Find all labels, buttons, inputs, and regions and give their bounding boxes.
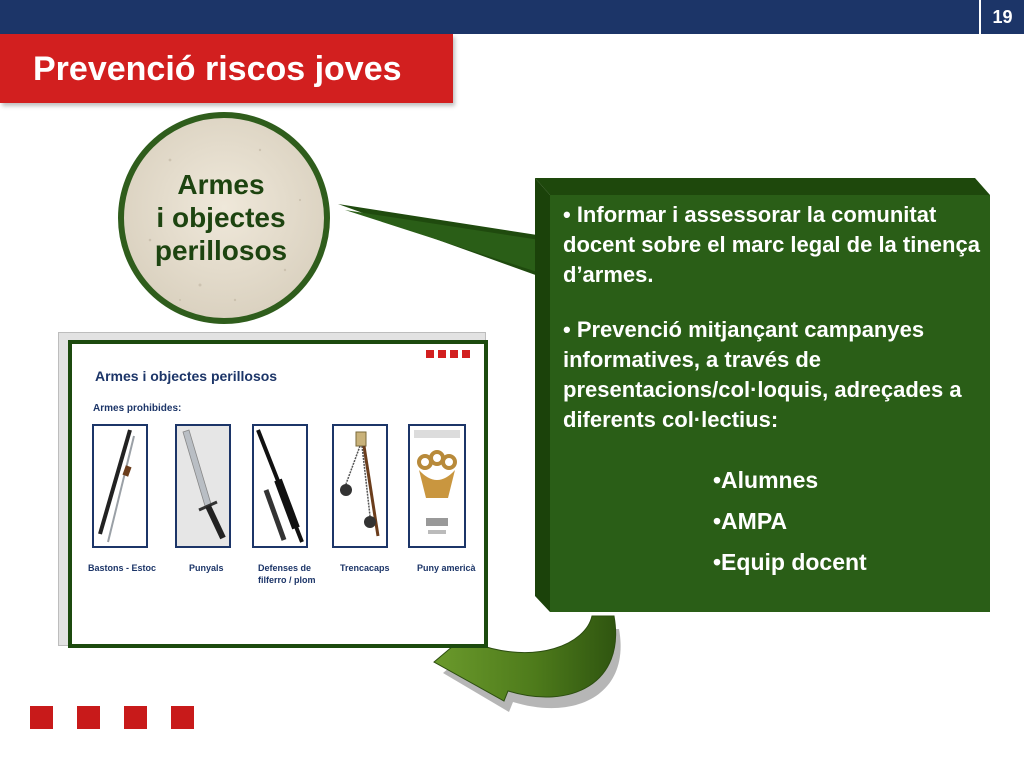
callout-bullet: • Prevenció mitjançant campanyes informatives, a través de presentacions/col·loquis, adreçades a diferents col·lectius: (563, 317, 962, 432)
thumbnail-label: Bastons - Estoc (88, 563, 157, 573)
thumbnail-label: Trencacaps (340, 563, 390, 573)
page-number: 19 (979, 0, 1024, 34)
audience-item: •Equip docent (713, 549, 867, 575)
audience-item: •Alumnes (713, 467, 819, 493)
dagger-icon (175, 424, 231, 548)
thumbnail-subtitle: Armes prohibides: (93, 403, 182, 414)
callout-bullet: • Informar i assessorar la comunitat docent sobre el marc legal de la tinença d’armes. (563, 202, 980, 287)
callout-pointer-face (345, 210, 556, 278)
baton-icon (252, 424, 308, 548)
slide-thumbnail (68, 340, 488, 648)
brass-knuckles-icon (408, 424, 466, 548)
footer-squares (30, 706, 194, 729)
circle-label (130, 168, 312, 267)
page-title: Prevenció riscos joves (33, 50, 402, 88)
circle-line: Armes (177, 169, 265, 200)
callout-content (560, 200, 980, 610)
thumbnail-dots (426, 350, 470, 358)
circle-line: perillosos (154, 235, 288, 266)
flail-icon (332, 424, 388, 548)
circle-line: i objectes (156, 202, 286, 233)
sword-cane-icon (92, 424, 148, 548)
callout-box-top (535, 178, 990, 195)
thumbnail-title: Armes i objectes perillosos (95, 368, 278, 384)
thumbnail-label: Punyals (189, 563, 224, 573)
thumbnail-label: Puny americà (417, 563, 476, 573)
audience-item: •AMPA (713, 508, 788, 534)
thumbnail-label: Defenses de filferro / plom (258, 563, 316, 585)
audience-list (560, 460, 980, 583)
callout-box-side (535, 178, 550, 612)
